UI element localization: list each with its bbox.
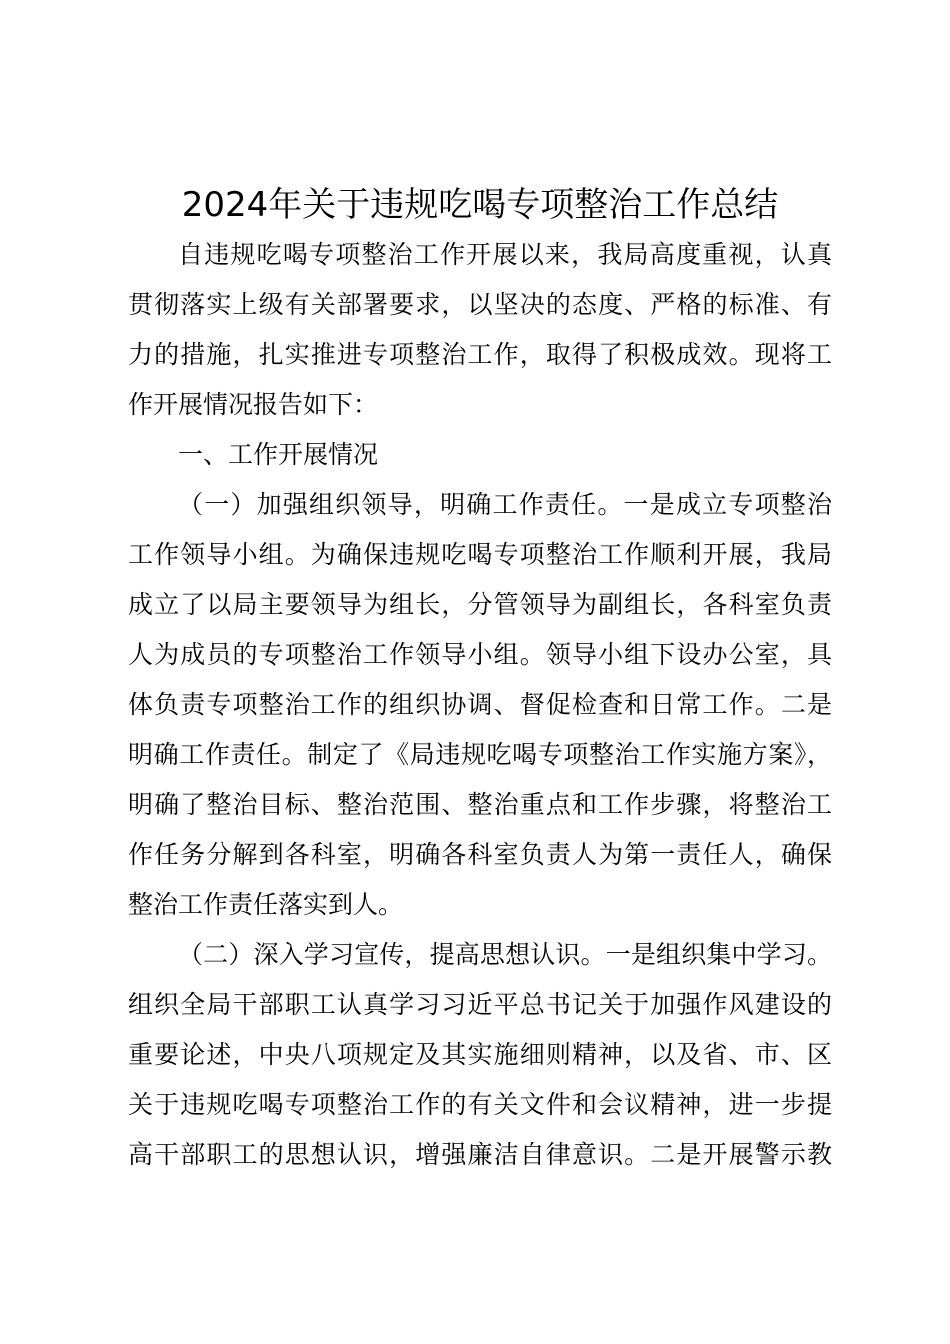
text-line: 重要论述，中央八项规定及其实施细则精神，以及省、市、区 bbox=[128, 1040, 832, 1069]
document-body bbox=[128, 230, 832, 1180]
text-line: 体负责专项整治工作的组织协调、督促检查和日常工作。二是 bbox=[128, 690, 832, 719]
text-line: 组织全局干部职工认真学习习近平总书记关于加强作风建设的 bbox=[128, 990, 832, 1019]
text-line: 一、工作开展情况 bbox=[178, 440, 379, 469]
text-line: （一）加强组织领导，明确工作责任。一是成立专项整治 bbox=[178, 490, 832, 519]
text-line: 明确了整治目标、整治范围、整治重点和工作步骤，将整治工 bbox=[128, 790, 832, 819]
text-line: 作开展情况报告如下： bbox=[128, 390, 379, 419]
text-line: 整治工作责任落实到人。 bbox=[128, 890, 404, 919]
text-line: 成立了以局主要领导为组长，分管领导为副组长，各科室负责 bbox=[128, 590, 832, 619]
text-line: 明确工作责任。制定了《局违规吃喝专项整治工作实施方案》， bbox=[128, 740, 832, 769]
text-line: 力的措施，扎实推进专项整治工作，取得了积极成效。现将工 bbox=[128, 340, 832, 369]
document-title: 2024年关于违规吃喝专项整治工作总结 bbox=[181, 185, 779, 225]
text-line: （二）深入学习宣传，提高思想认识。一是组织集中学习。 bbox=[178, 940, 832, 969]
text-line: 作任务分解到各科室，明确各科室负责人为第一责任人，确保 bbox=[128, 840, 832, 869]
text-line: 自违规吃喝专项整治工作开展以来，我局高度重视，认真 bbox=[178, 240, 832, 269]
text-line: 工作领导小组。为确保违规吃喝专项整治工作顺利开展，我局 bbox=[128, 540, 832, 569]
text-line: 高干部职工的思想认识，增强廉洁自律意识。二是开展警示教 bbox=[128, 1140, 832, 1169]
text-line: 关于违规吃喝专项整治工作的有关文件和会议精神，进一步提 bbox=[128, 1090, 832, 1119]
text-line: 人为成员的专项整治工作领导小组。领导小组下设办公室，具 bbox=[128, 640, 832, 669]
text-line: 贯彻落实上级有关部署要求，以坚决的态度、严格的标准、有 bbox=[128, 290, 832, 319]
